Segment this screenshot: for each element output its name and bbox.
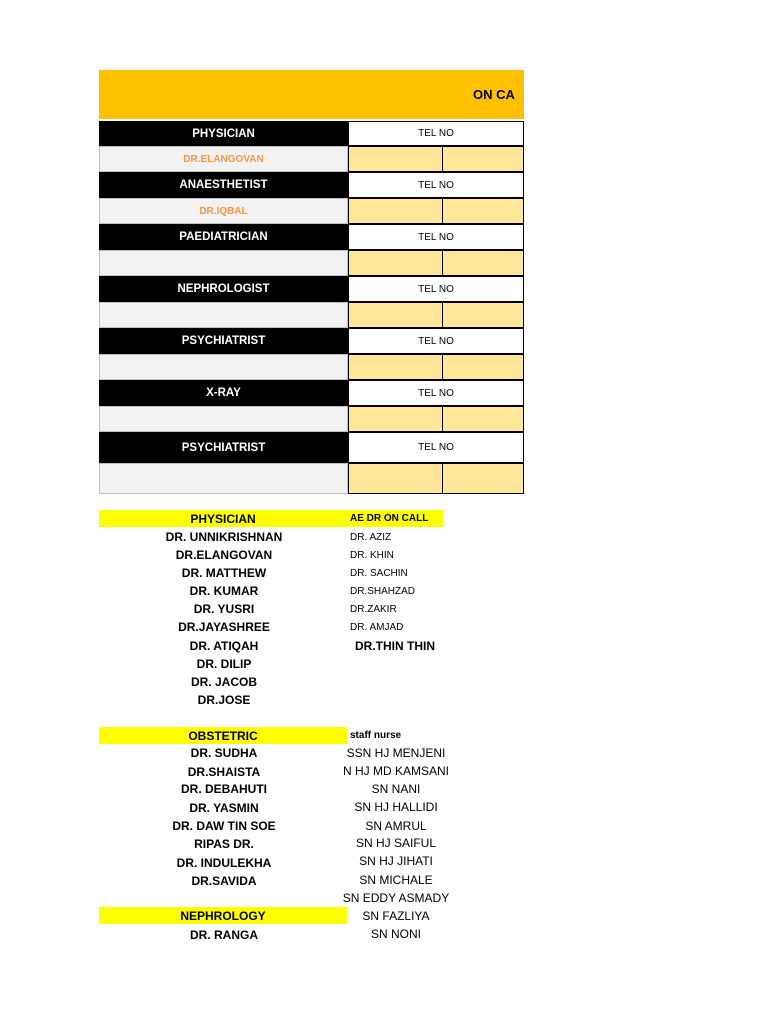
nurse-name: SN HJ SAIFUL: [355, 836, 436, 850]
doctor-name-cell[interactable]: [99, 354, 348, 380]
physician-name: DR.ELANGOVAN: [175, 548, 273, 562]
obstetric-name: DR. DEBAHUTI: [181, 782, 267, 796]
tel-no-header: TEL NO: [348, 432, 524, 463]
physician-header: PHYSICIAN: [99, 510, 347, 527]
role-cell: NEPHROLOGIST: [99, 276, 348, 302]
nurse-name: SSN HJ MENJENI: [346, 746, 446, 760]
nurse-name: SN HJ JIHATI: [359, 854, 433, 868]
tel-cell[interactable]: [442, 146, 524, 172]
nurse-name: SN EDDY ASMADY: [342, 891, 450, 905]
physician-name: DR. YUSRI: [193, 602, 255, 616]
role-cell: PHYSICIAN: [99, 121, 348, 146]
tel-cell[interactable]: [442, 250, 524, 276]
ae-doctor: DR. AMJAD: [350, 622, 404, 633]
physician-name: DR. KUMAR: [189, 584, 259, 598]
role-cell: PSYCHIATRIST: [99, 432, 348, 463]
nephrology-header: NEPHROLOGY: [99, 907, 347, 924]
tel-no-header: TEL NO: [348, 328, 524, 354]
tel-cell[interactable]: [348, 250, 443, 276]
tel-no-header: TEL NO: [348, 121, 524, 146]
physician-name: DR. MATTHEW: [181, 566, 267, 580]
role-cell: PAEDIATRICIAN: [99, 224, 348, 250]
ae-doctor: DR. KHIN: [350, 550, 394, 561]
tel-no-header: TEL NO: [348, 276, 524, 302]
tel-no-header: TEL NO: [348, 380, 524, 406]
ae-doctor: DR. SACHIN: [350, 568, 408, 579]
role-cell: X-RAY: [99, 380, 348, 406]
physician-name: DR. DILIP: [196, 657, 252, 671]
physician-name: DR. JACOB: [190, 675, 257, 689]
nurse-name: N HJ MD KAMSANI: [342, 764, 449, 778]
physician-name: DR. UNNIKRISHNAN: [165, 530, 283, 544]
nurse-name: SN NANI: [371, 782, 421, 796]
tel-cell[interactable]: [442, 406, 524, 432]
nurse-name: SN MICHALE: [359, 873, 433, 887]
ae-doctor: DR.SHAHZAD: [350, 586, 416, 597]
tel-no-header: TEL NO: [348, 224, 524, 250]
page-title: ON CA: [473, 87, 515, 102]
physician-name: DR.JAYASHREE: [178, 620, 270, 634]
obstetric-name: DR. YASMIN: [189, 801, 259, 815]
nurse-name: SN HJ HALLIDI: [354, 800, 438, 814]
tel-cell[interactable]: [442, 302, 524, 328]
role-cell: PSYCHIATRIST: [99, 328, 348, 354]
doctor-name-cell[interactable]: DR.ELANGOVAN: [99, 146, 348, 172]
staff-nurse-header: staff nurse: [350, 730, 402, 741]
doctor-name-cell[interactable]: [99, 302, 348, 328]
obstetric-name: DR.SHAISTA: [187, 765, 261, 779]
doctor-name-cell[interactable]: [99, 463, 348, 494]
obstetric-name: DR. DAW TIN SOE: [172, 819, 276, 833]
nephrology-name: DR. RANGA: [190, 928, 258, 942]
tel-no-header: TEL NO: [348, 172, 524, 198]
obstetric-name: DR.SAVIDA: [191, 874, 257, 888]
obstetric-name: RIPAS DR.: [194, 837, 254, 851]
tel-cell[interactable]: [348, 463, 443, 494]
ae-doctor: DR.ZAKIR: [350, 604, 397, 615]
tel-cell[interactable]: [442, 354, 524, 380]
ae-doctor: DR. AZIZ: [350, 532, 392, 543]
ae-doctor: DR.THIN THIN: [355, 639, 435, 653]
obstetric-header: OBSTETRIC: [99, 727, 347, 744]
nurse-name: SN AMRUL: [365, 819, 427, 833]
nurse-name: SN FAZLIYA: [362, 909, 430, 923]
tel-cell[interactable]: [442, 198, 524, 224]
tel-cell[interactable]: [348, 302, 443, 328]
physician-name: DR. ATIQAH: [189, 639, 259, 653]
title-banner: [99, 70, 524, 119]
obstetric-name: DR. INDULEKHA: [176, 856, 272, 870]
physician-name: DR.JOSE: [197, 693, 251, 707]
doctor-name-cell[interactable]: [99, 250, 348, 276]
ae-header: AE DR ON CALL: [347, 510, 443, 527]
tel-cell[interactable]: [348, 198, 443, 224]
tel-cell[interactable]: [348, 354, 443, 380]
tel-cell[interactable]: [348, 146, 443, 172]
doctor-name-cell[interactable]: [99, 406, 348, 432]
obstetric-name: DR. SUDHA: [190, 746, 258, 760]
nurse-name: SN NONI: [370, 927, 421, 941]
doctor-name-cell[interactable]: DR.IQBAL: [99, 198, 348, 224]
tel-cell[interactable]: [348, 406, 443, 432]
role-cell: ANAESTHETIST: [99, 172, 348, 198]
tel-cell[interactable]: [442, 463, 524, 494]
